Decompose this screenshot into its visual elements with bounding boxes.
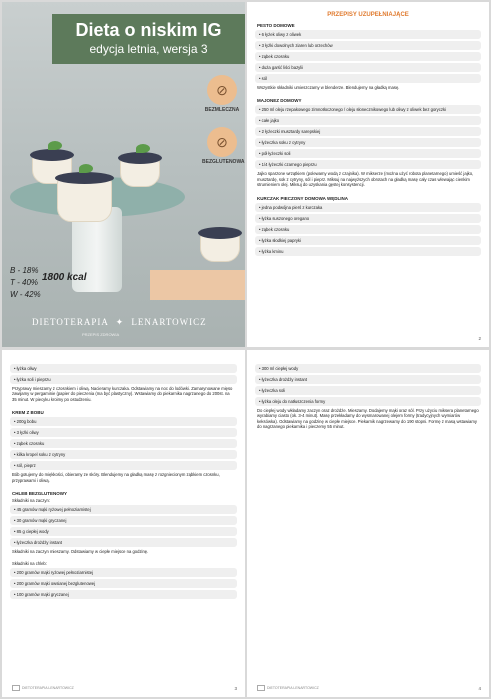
list-item: • duża garść liści bazylii bbox=[255, 63, 481, 72]
cover-title: Dieta o niskim IG bbox=[75, 20, 222, 40]
cover-title-box bbox=[52, 14, 245, 64]
list-item: • łyżka oliwy bbox=[10, 364, 237, 373]
list-item: • sól bbox=[255, 74, 481, 83]
list-item: • pół łyżeczki soli bbox=[255, 149, 481, 158]
macros: B - 18% T - 40% W - 42% bbox=[10, 266, 41, 299]
section-title: CHLEB BEZGLUTENOWY bbox=[12, 491, 67, 497]
list-item: • łyżeczka soku z cytryny bbox=[255, 138, 481, 147]
list-item: • ząbek czosnku bbox=[255, 52, 481, 61]
section-title: MAJONEZ DOMOWY bbox=[257, 98, 302, 104]
cover-page bbox=[2, 2, 245, 347]
page-number: 3 bbox=[234, 686, 237, 691]
list-item: • ząbek czosnku bbox=[255, 225, 481, 234]
section-title: KURCZAK PIECZONY DOMOWA WĘDLINA bbox=[257, 195, 348, 201]
subheading: Składniki na chleb: bbox=[12, 560, 47, 566]
recipe-text: Przyprawy mieszamy z czosnkiem i oliwą. Nacieramy kurczaka. Odstawiamy na noc do lodówki. Zamarynowane mięso zawijamy w pergaminie (papier do pieczenia (ma być plastyczny). Wstawiamy do piekarnika nagrzanego do 200st. na 35 minut. W piecyku kroimy po ostudzeniu. bbox=[12, 386, 233, 402]
peach-band bbox=[150, 270, 245, 300]
recipes-page-3 bbox=[2, 350, 245, 697]
list-item: • łyżeczka soli bbox=[255, 386, 481, 395]
list-item: • kilka kropel soku z cytryny bbox=[10, 450, 237, 459]
list-item: • łyżka słodkiej papryki bbox=[255, 236, 481, 245]
list-item: • 200 gramów mąki owsianej bezglutenowej bbox=[10, 579, 237, 588]
list-item: • ząbek czosnku bbox=[10, 439, 237, 448]
kcal-label: 1800 kcal bbox=[42, 272, 87, 283]
muffin bbox=[57, 177, 112, 222]
brand-logo: DIETOTERAPIA ✦ LENARTOWICZ bbox=[32, 317, 207, 327]
recipe-text: Składniki na zaczyn mieszamy. Odstawiamy w ciepłe miejsce na godzinę. bbox=[12, 549, 149, 555]
logo-icon bbox=[257, 685, 265, 691]
logo-icon bbox=[12, 685, 20, 691]
list-item: • łyżeczka drożdży instant bbox=[255, 375, 481, 384]
gluten-free-badge: ⊘ BEZGLUTENOWA bbox=[202, 127, 242, 165]
recipe-text: Bób gotujemy do miękkości, obieramy ze skóry. Blendujemy na gładką masę z rozgniecionym ząbkiem czosnku, przyprawami i oliwą. bbox=[12, 472, 220, 483]
list-item: • 2 łyżeczki musztardy sarepskiej bbox=[255, 127, 481, 136]
page-number: 4 bbox=[478, 686, 481, 691]
wheat-icon: ⊘ bbox=[207, 127, 237, 157]
section-title: PESTO DOMOWE bbox=[257, 23, 295, 28]
list-item: • łyżka suszonego oregano bbox=[255, 214, 481, 223]
list-item: • łyżka soli i pieprzu bbox=[10, 375, 237, 384]
list-item: • jedna podwójna pierś z kurczaka bbox=[255, 203, 481, 212]
cover-subtitle: edycja letnia, wersja 3 bbox=[89, 42, 208, 56]
list-item: • łyżeczka drożdży instant bbox=[10, 538, 237, 547]
list-item: • 30 gramów mąki gryczanej bbox=[10, 516, 237, 525]
list-item: • 3 łyżki dowolnych ziaren lub orzechów bbox=[255, 41, 481, 50]
recipe-text: Do ciepłej wody wkładamy zaczyn oraz drożdże. Mieszamy. Dodajemy mąki oraz sól. Przy użyciu miksera planetarnego wyrabiamy ciasto (ok. 3-4 minut). Masę przekładamy do wysmarowanej olejem formy (tradycyjnych wymiarów keksówka). Odstawiamy na godzinę w ciepłe miejsce. Piekarnik nagrzewamy do 190 stopni. Formę z masą wstawiamy do nagrzanego piekarnika i pieczemy 55 minut. bbox=[257, 408, 479, 430]
list-item: • łyżka oleju do natłuszczenia formy bbox=[255, 397, 481, 406]
dairy-free-badge: ⊘ BEZMLECZNA bbox=[202, 75, 242, 113]
recipe-text: Wszystkie składniki umieszczamy w blenderze. Blendujemy na gładką masę. bbox=[257, 85, 400, 90]
page-number: 2 bbox=[478, 336, 481, 341]
brand-subtitle: PRZEPIS ZDROWIA bbox=[82, 332, 120, 337]
list-item: • 3 łyżki oliwy bbox=[10, 428, 237, 437]
subheading: Składniki na zaczyn: bbox=[12, 498, 50, 504]
muffin bbox=[200, 232, 240, 262]
list-item: • 250 ml oleju rzepakowego zimnotłoczonego / oleju słonecznikowego lub oliwy z oliwek bez goryczki bbox=[255, 105, 481, 114]
recipes-page-4 bbox=[247, 350, 489, 697]
footer-logo: DIETOTERAPIA LENARTOWICZ bbox=[12, 685, 74, 691]
recipe-text: Jajko sparzone wrzątkiem (polewamy wodą z czajnika). W mikserze (można użyć robota planetarnego) umieść jajko, musztardę, sok z cytryny, sól i pieprz. Miksuj na najwyższych obrotach na gładką masę cały czas wlewając cienkim strumieniem olej. Miksuj do uzyskania gęstej konsystencji. bbox=[257, 171, 474, 188]
list-item: • 100 gramów mąki gryczanej bbox=[10, 590, 237, 599]
list-item: • całe jajko bbox=[255, 116, 481, 125]
list-item: • sól, pieprz bbox=[10, 461, 237, 470]
page-header: PRZEPISY UZUPEŁNIAJĄCE bbox=[327, 12, 409, 18]
section-title: KREM Z BOBU bbox=[12, 410, 44, 416]
muffin bbox=[120, 157, 160, 187]
list-item: • 1/4 łyżeczki czarnego pieprzu bbox=[255, 160, 481, 169]
list-item: • 6 łyżek oliwy z oliwek bbox=[255, 30, 481, 39]
footer-logo: DIETOTERAPIA LENARTOWICZ bbox=[257, 685, 319, 691]
list-item: • łyżka kminu bbox=[255, 247, 481, 256]
list-item: • 200g bobu bbox=[10, 417, 237, 426]
list-item: • 300 ml ciepłej wody bbox=[255, 364, 481, 373]
list-item: • 45 gramów mąki ryżowej pełnoziarnistej bbox=[10, 505, 237, 514]
list-item: • 200 gramów mąki ryżowej pełnoziarnistej bbox=[10, 568, 237, 577]
list-item: • 85 g ciepłej wody bbox=[10, 527, 237, 536]
recipes-page-2 bbox=[247, 2, 489, 347]
milk-bottle-icon: ⊘ bbox=[207, 75, 237, 105]
